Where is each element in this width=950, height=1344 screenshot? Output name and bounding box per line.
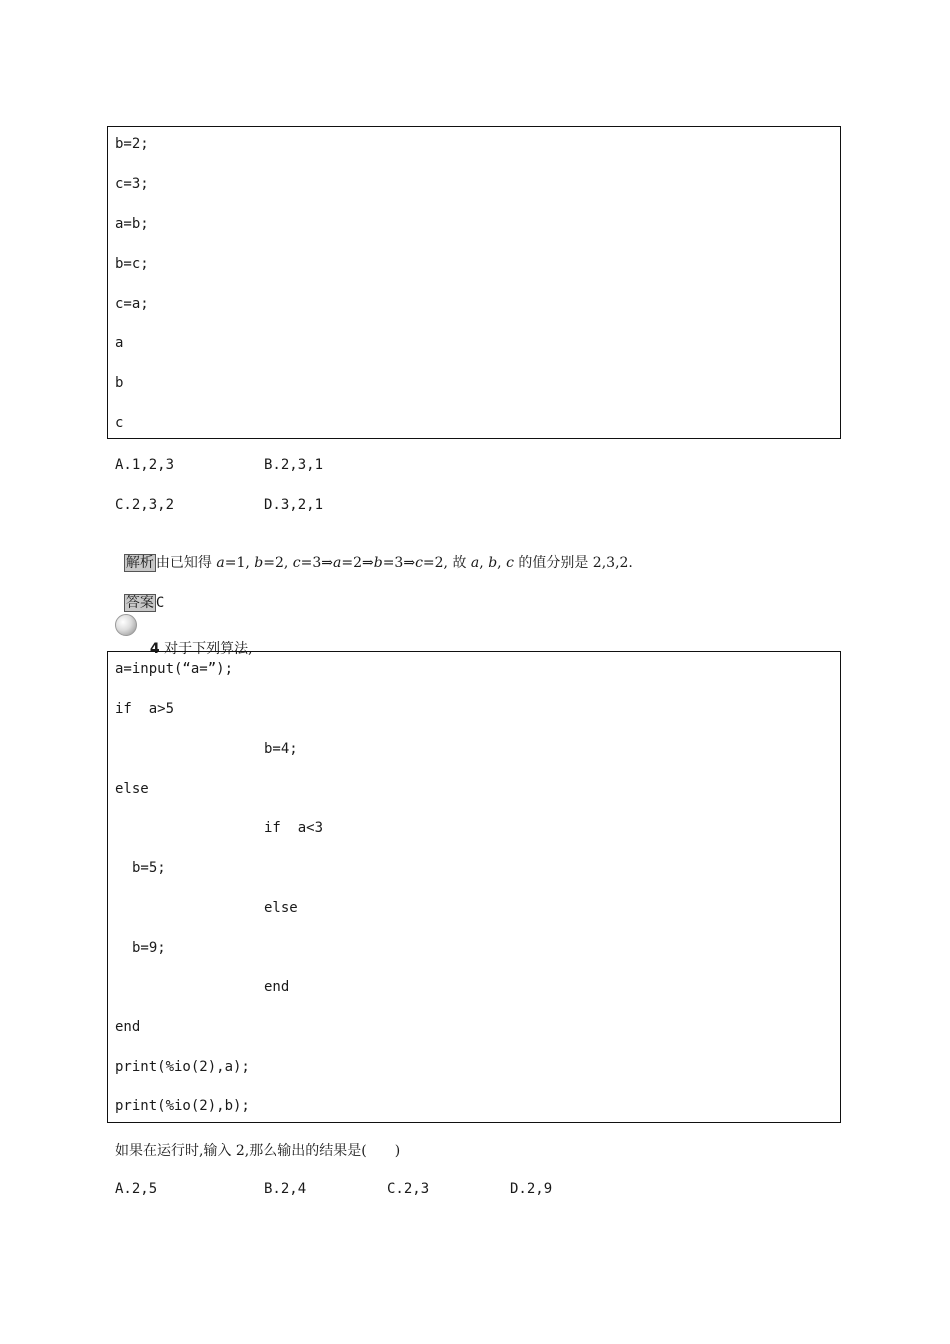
code-box-1 [107,126,841,439]
code-line: c [115,415,124,431]
option-d: D.3,2,1 [264,497,324,513]
code-line: else [115,781,149,797]
code-line: end [264,979,290,995]
code-line: print(%io(2),a); [115,1059,250,1075]
code-line: b=4; [264,741,298,757]
analysis-tag: 解析 [125,555,154,571]
code-line: else [264,900,298,916]
code-line: print(%io(2),b); [115,1098,250,1114]
code-line: end [115,1019,141,1035]
code-line: c=3; [115,176,149,192]
answer-tag: 答案 [125,595,154,611]
code-line: if a<3 [264,820,324,836]
code-line: a [115,335,124,351]
answer-line [115,576,164,612]
option-c: C.2,3,2 [115,497,175,513]
code-box-2 [107,651,841,1123]
option-a: A.1,2,3 [115,457,175,473]
code-line: b=2; [115,136,149,152]
question-marker-icon [115,614,137,636]
code-line: b=9; [132,940,166,956]
code-line: a=input(“a=”); [115,661,234,677]
option-b: B.2,3,1 [264,457,324,473]
question-number: 4 [149,641,160,657]
option-d: D.2,9 [510,1181,553,1197]
code-line: if a>5 [115,701,175,717]
answer-value: C [155,595,165,611]
code-line: b [115,375,124,391]
code-line: b=5; [132,860,166,876]
code-line: c=a; [115,296,149,312]
code-line: a=b; [115,216,149,232]
analysis-line: 解析 由已知得 a=1, b=2, c=3⇒a=2⇒b=3⇒c=2, 故 a, b, c 的值分别是 2,3,2. [125,555,633,571]
question-4-prompt: 如果在运行时,输入 2,那么输出的结果是( ) [115,1143,401,1159]
question-text: 对于下列算法, [164,641,253,657]
code-line: b=c; [115,256,149,272]
option-a: A.2,5 [115,1181,158,1197]
option-b: B.2,4 [264,1181,307,1197]
option-c: C.2,3 [387,1181,430,1197]
